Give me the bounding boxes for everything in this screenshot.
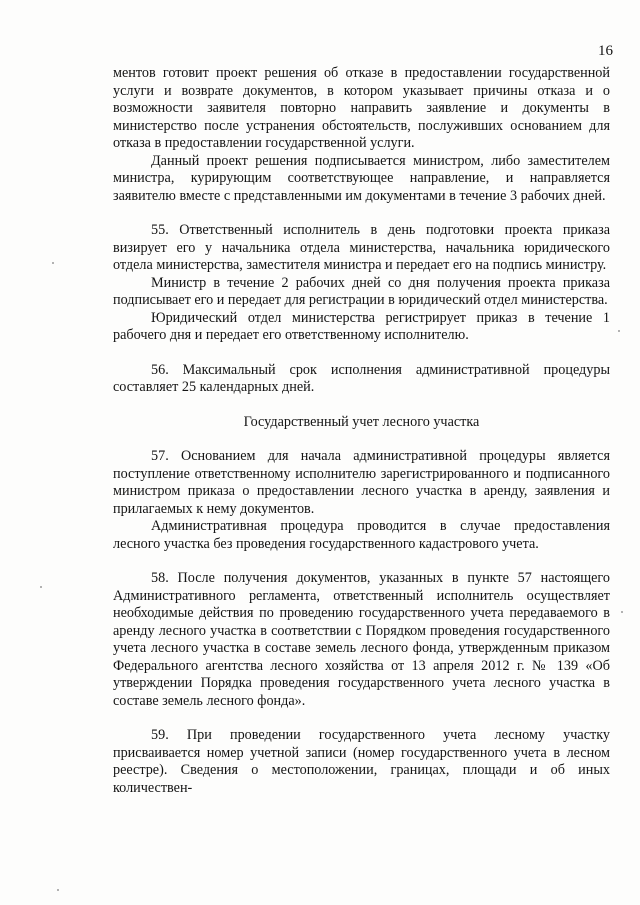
page-number: 16 bbox=[598, 43, 613, 59]
scan-speck bbox=[621, 611, 623, 613]
scan-speck bbox=[618, 330, 620, 332]
paragraph-58: 58. После получения документов, указанных в пункте 57 настоящего Административного регламента, ответственный исполнитель осуществляет необходимые действия по проведению государственного учета передаваемого в аренду лесного участка в соответствии с Порядком проведения государственного учета лесного участка в составе земель лесного фонда, утвержденным приказом Федерального агентства лесного хозяйства от 13 апреля 2012 г. № 139 «Об утверждении Порядка проведения государственного учета лесного участка в составе земель лесного фонда». bbox=[113, 570, 610, 709]
paragraph-continuation: ментов готовит проект решения об отказе в предоставлении государственной услуги и возврате документов, в котором указывает причины отказа и о возможности заявителя повторно направить заявление и документы в министерство после устранения обстоятельств, послуживших основанием для отказа в предоставлении государственной услуги. bbox=[113, 65, 610, 151]
scan-speck bbox=[57, 889, 59, 891]
paragraph-57: 57. Основанием для начала административной процедуры является поступление ответственному исполнителю зарегистрированного и подписанного министром приказа о предоставлении лесного участка в аренду, заявления и прилагаемых к нему документов. bbox=[113, 448, 610, 517]
document-body bbox=[113, 65, 610, 797]
paragraph-55: 55. Ответственный исполнитель в день подготовки проекта приказа визирует его у начальника отдела министерства, начальника юридического отдела министерства, заместителя министра и передает его на подпись министру. bbox=[113, 222, 610, 273]
paragraph-56: 56. Максимальный срок исполнения административной процедуры составляет 25 календарных дней. bbox=[113, 361, 610, 395]
paragraph: Административная процедура проводится в случае предоставления лесного участка без проведения государственного кадастрового учета. bbox=[113, 518, 610, 552]
paragraph: Данный проект решения подписывается министром, либо заместителем министра, курирующим соответствующее направление, и направляется заявителю вместе с представленными им документами в течение 3 рабочих дней. bbox=[113, 152, 610, 204]
paragraph-59: 59. При проведении государственного учета лесному участку присваивается номер учетной записи (номер государственного учета в лесном реестре). Сведения о местоположении, границах, площади и об иных количествен- bbox=[113, 727, 610, 796]
paragraph: Министр в течение 2 рабочих дней со дня получения проекта приказа подписывает его и передает для регистрации в юридический отдел министерства. bbox=[113, 274, 610, 308]
scan-speck bbox=[52, 262, 54, 264]
scan-speck bbox=[40, 586, 42, 588]
paragraph: Юридический отдел министерства регистрирует приказ в течение 1 рабочего дня и передает его ответственному исполнителю. bbox=[113, 309, 610, 343]
section-heading: Государственный учет лесного участка bbox=[243, 413, 480, 430]
